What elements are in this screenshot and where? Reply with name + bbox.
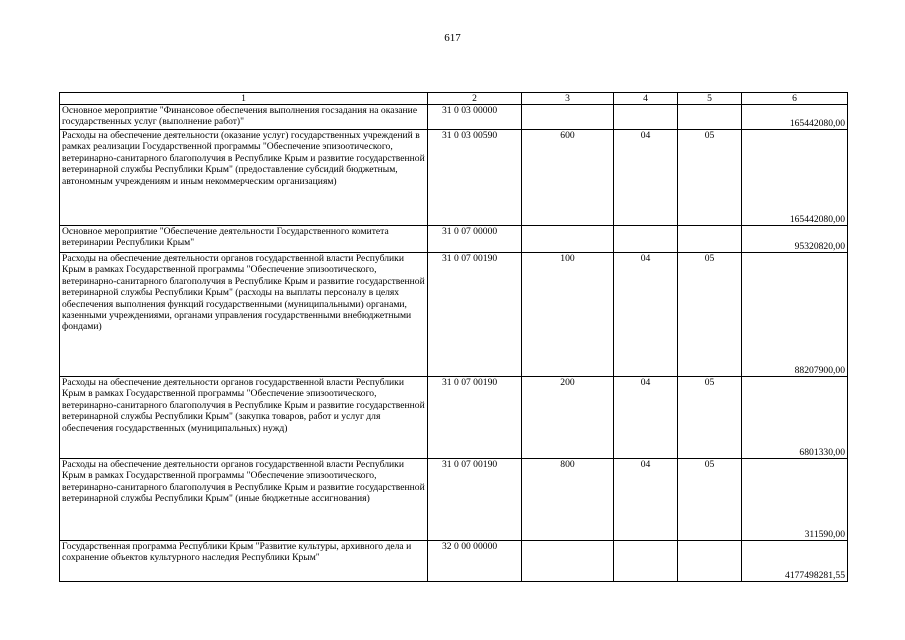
row-pr: [678, 105, 742, 130]
row-vr: [522, 541, 614, 582]
row-code: 31 0 07 00190: [428, 253, 522, 377]
row-code: 31 0 03 00590: [428, 130, 522, 226]
row-amount: 95320820,00: [742, 226, 848, 253]
table-row: [60, 459, 848, 541]
row-name: Основное мероприятие "Обеспечение деятельности Государственного комитета ветеринарии Республики Крым": [60, 226, 428, 253]
row-rz: [614, 541, 678, 582]
budget-table: [59, 92, 848, 582]
row-code: 31 0 07 00000: [428, 226, 522, 253]
column-header: 5: [678, 93, 742, 105]
row-name: Расходы на обеспечение деятельности органов государственной власти Республики Крым в рамках Государственной программы "Обеспечение эпизоотического, ветеринарно-санитарного благополучия в Республике Крым и развитие государственной ветеринарной службы Республики Крым" (расходы на выплаты персоналу в целях обеспечения выполнения функций государственными (муниципальными) органами, казенными учреждениями, органами управления государственными внебюджетными фондами): [60, 253, 428, 377]
row-pr: 05: [678, 253, 742, 377]
row-vr: [522, 226, 614, 253]
row-amount: 311590,00: [742, 459, 848, 541]
row-name: Государственная программа Республики Крым "Развитие культуры, архивного дела и сохранение объектов культурного наследия Республики Крым": [60, 541, 428, 582]
row-vr: 200: [522, 377, 614, 459]
row-rz: [614, 105, 678, 130]
row-pr: [678, 541, 742, 582]
table-header-row: [60, 93, 848, 105]
table-row: [60, 130, 848, 226]
column-header: 4: [614, 93, 678, 105]
page-number: 617: [444, 32, 461, 44]
row-rz: 04: [614, 253, 678, 377]
column-header: 6: [742, 93, 848, 105]
row-amount: 88207900,00: [742, 253, 848, 377]
column-header: 2: [428, 93, 522, 105]
row-name: Расходы на обеспечение деятельности органов государственной власти Республики Крым в рамках Государственной программы "Обеспечение эпизоотического, ветеринарно-санитарного благополучия в Республике Крым и развитие государственной ветеринарной службы Республики Крым" (иные бюджетные ассигнования): [60, 459, 428, 541]
table-row: [60, 541, 848, 582]
table-row: [60, 105, 848, 130]
row-code: 32 0 00 00000: [428, 541, 522, 582]
row-vr: 100: [522, 253, 614, 377]
row-rz: [614, 226, 678, 253]
row-name: Расходы на обеспечение деятельности органов государственной власти Республики Крым в рамках Государственной программы "Обеспечение эпизоотического, ветеринарно-санитарного благополучия в Республике Крым и развитие государственной ветеринарной службы Республики Крым" (закупка товаров, работ и услуг для обеспечения государственных (муниципальных) нужд): [60, 377, 428, 459]
table-row: [60, 377, 848, 459]
column-header: 1: [60, 93, 428, 105]
row-vr: 800: [522, 459, 614, 541]
row-rz: 04: [614, 130, 678, 226]
row-vr: [522, 105, 614, 130]
column-header: 3: [522, 93, 614, 105]
row-pr: 05: [678, 377, 742, 459]
row-amount: 6801330,00: [742, 377, 848, 459]
row-rz: 04: [614, 377, 678, 459]
table-row: [60, 253, 848, 377]
row-vr: 600: [522, 130, 614, 226]
row-code: 31 0 07 00190: [428, 377, 522, 459]
row-code: 31 0 03 00000: [428, 105, 522, 130]
row-pr: 05: [678, 459, 742, 541]
row-amount: 165442080,00: [742, 130, 848, 226]
table-row: [60, 226, 848, 253]
row-name: Основное мероприятие "Финансовое обеспечения выполнения госзадания на оказание государственных услуг (выполнение работ)": [60, 105, 428, 130]
row-name: Расходы на обеспечение деятельности (оказание услуг) государственных учреждений в рамках реализации Государственной программы "Обеспечение эпизоотического, ветеринарно-санитарного благополучия в Республике Крым и развитие государственной ветеринарной службы Республики Крым" (предоставление субсидий бюджетным, автономным учреждениям и иным некоммерческим организациям): [60, 130, 428, 226]
row-code: 31 0 07 00190: [428, 459, 522, 541]
row-rz: 04: [614, 459, 678, 541]
row-pr: 05: [678, 130, 742, 226]
row-pr: [678, 226, 742, 253]
row-amount: 165442080,00: [742, 105, 848, 130]
row-amount: 4177498281,55: [742, 541, 848, 582]
